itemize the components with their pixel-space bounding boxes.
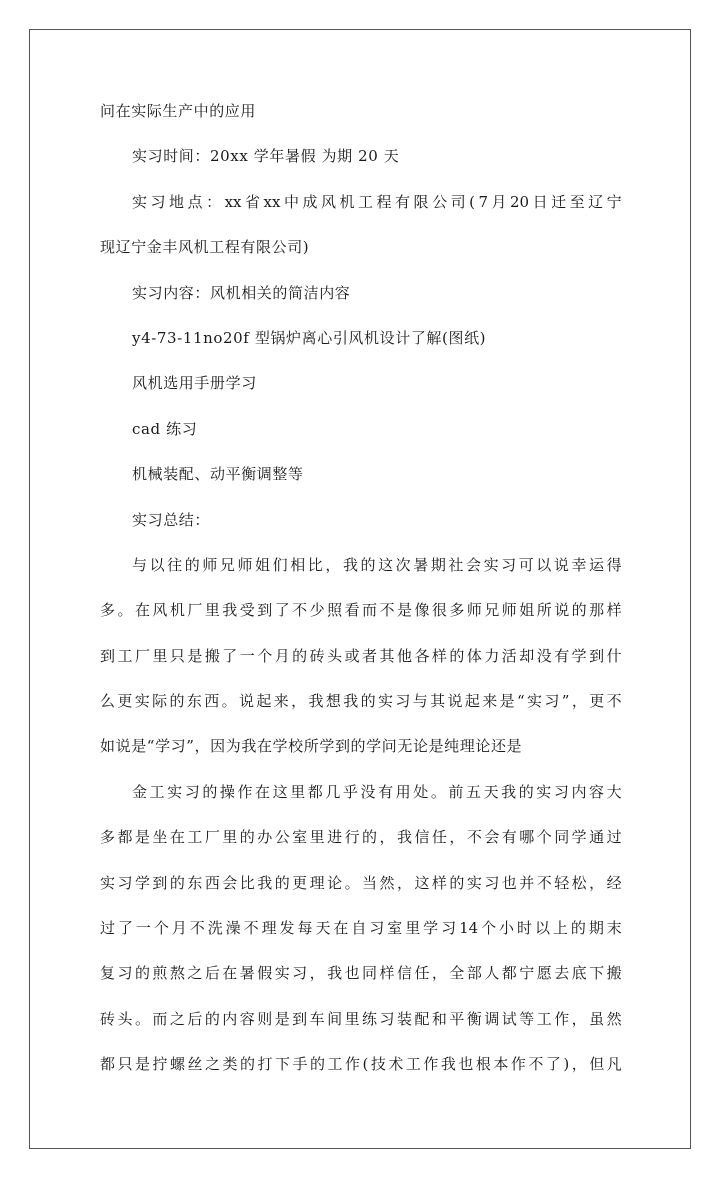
text-line: 现辽宁金丰风机工程有限公司)	[100, 238, 310, 257]
text-line: 如说是“学习”，因为我在学校所学到的学问无论是纯理论还是	[100, 737, 523, 756]
text-line: 实习时间：20xx 学年暑假 为期 20 天	[132, 147, 400, 166]
text-line: 实 习 学 到 的 东 西 会 比 我 的 更 理 论 。 当 然 ， 这 样 的 实 习 也 并 不 轻 松 ， 经	[100, 873, 622, 892]
text-line: 金 工 实 习 的 操 作 在 这 里 都 几 乎 没 有 用 处 。 前 五 天 我 的 实 习 内 容 大	[132, 782, 622, 801]
text-line: 与 以 往 的 师 兄 师 姐 们 相 比 ， 我 的 这 次 暑 期 社 会 实 习 可 以 说 幸 运 得	[132, 555, 622, 574]
text-line: 机械装配、动平衡调整等	[132, 465, 304, 484]
text-line: 砖 头 。 而 之 后 的 内 容 则 是 到 车 间 里 练 习 装 配 和 平 衡 调 试 等 工 作 ， 虽 然	[100, 1009, 622, 1028]
text-line: 实习内容：风机相关的简洁内容	[132, 283, 351, 302]
text-line: 复 习 的 煎 熬 之 后 在 暑 假 实 习 ， 我 也 同 样 信 任 ， 全 部 人 都 宁 愿 去 底 下 搬	[100, 964, 622, 983]
text-line: 么 更 实 际 的 东 西 。 说 起 来 ， 我 想 我 的 实 习 与 其 说 起 来 是 “ 实 习 ” ， 更 不	[100, 692, 622, 711]
text-line: cad 练习	[132, 419, 198, 438]
text-line: 问在实际生产中的应用	[100, 102, 257, 120]
text-line: 风机选用手册学习	[132, 374, 257, 393]
text-line: 实习总结：	[132, 510, 211, 529]
text-line: 多 都 是 坐 在 工 厂 里 的 办 公 室 里 进 行 的 ， 我 信 任 ， 不 会 有 哪 个 同 学 通 过	[100, 828, 622, 847]
text-line: 多 。 在 风 机 厂 里 我 受 到 了 不 少 照 看 而 不 是 像 很 多 师 兄 师 姐 所 说 的 那 样	[100, 601, 622, 620]
text-line: 都 只 是 拧 螺 丝 之 类 的 打 下 手 的 工 作 ( 技 术 工 作 我 也 根 本 作 不 了 ) ， 但 凡	[100, 1055, 622, 1074]
text-line: 实 习 地 点 ： xx 省 xx 中 成 风 机 工 程 有 限 公 司 ( 7 月 20 日 迁 至 辽 宁	[132, 192, 622, 211]
text-line: 到 工 厂 里 只 是 搬 了 一 个 月 的 砖 头 或 者 其 他 各 样 的 体 力 活 却 没 有 学 到 什	[100, 646, 622, 665]
text-line: y4-73-11no20f 型锅炉离心引风机设计了解(图纸)	[132, 328, 487, 347]
document-body	[100, 104, 622, 1103]
text-line: 过 了 一 个 月 不 洗 澡 不 理 发 每 天 在 自 习 室 里 学 习 14 个 小 时 以 上 的 期 末	[100, 919, 622, 938]
